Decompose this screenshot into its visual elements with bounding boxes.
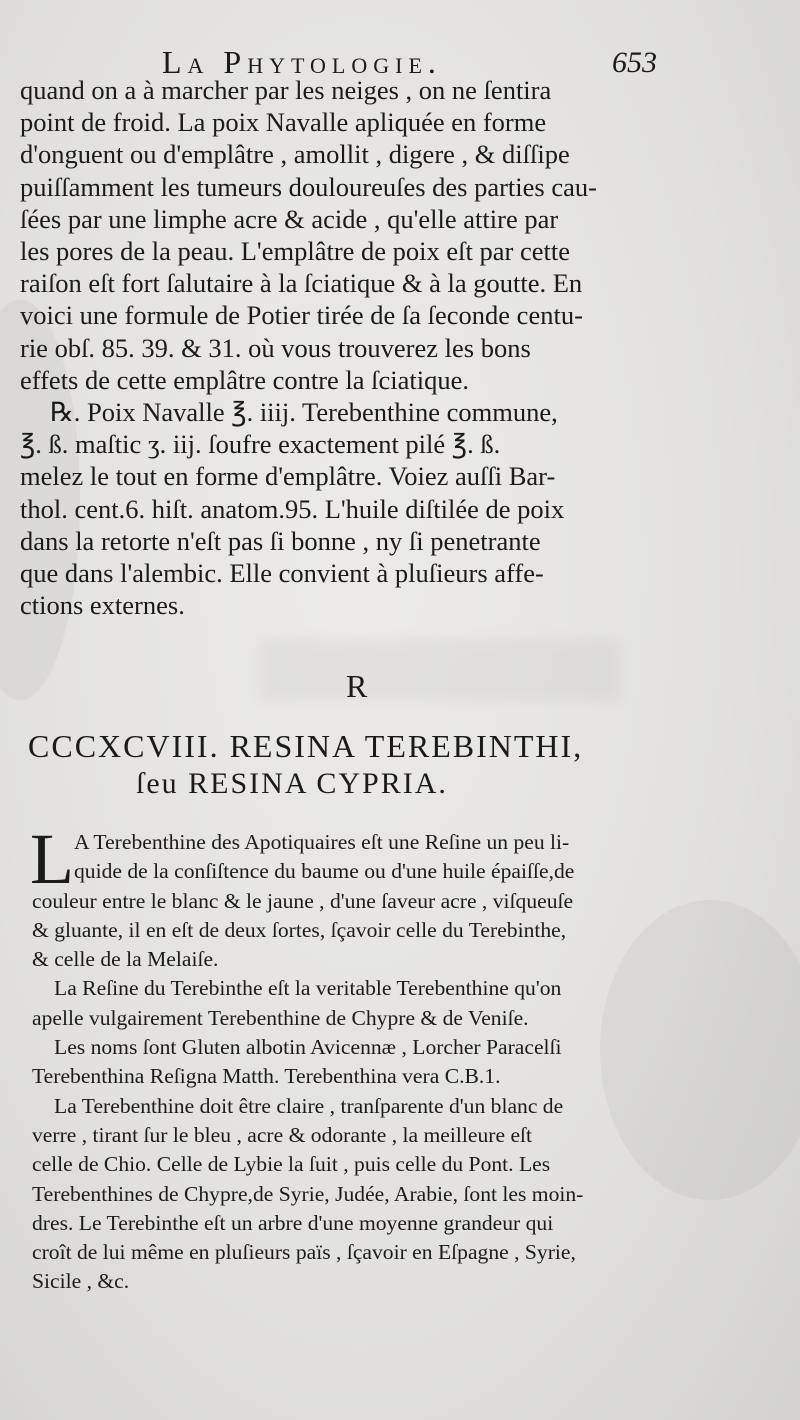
entry-title: CCCXCVIII. RESINA TEREBINTHI, <box>28 728 584 764</box>
show-through-bleed <box>260 640 620 700</box>
text-line: ℥. ß. maſtic ʒ. iij. ſoufre exactement pilé ℥. ß. <box>20 429 501 460</box>
text-line: Les noms ſont Gluten albotin Avicennæ , Lorcher Paracelſi <box>54 1035 562 1060</box>
text-line: ctions externes. <box>20 590 185 621</box>
text-line: melez le tout en forme d'emplâtre. Voiez auſſi Bar- <box>20 461 556 492</box>
text-line: Sicile , &c. <box>32 1269 130 1294</box>
text-line: voici une formule de Potier tirée de ſa ſeconde centu- <box>20 300 583 331</box>
entry-subtitle: ſeu RESINA CYPRIA. <box>136 767 448 800</box>
entry-heading <box>28 728 768 801</box>
text-line: dans la retorte n'eſt pas ſi bonne , ny ſi penetrante <box>20 525 541 556</box>
text-line: croît de lui même en pluſieurs païs , ſçavoir en Eſpagne , Syrie, <box>32 1240 576 1265</box>
text-line: Terebenthina Reſigna Matth. Terebenthina vera C.B.1. <box>32 1064 501 1089</box>
text-line: La Reſine du Terebinthe eſt la veritable Terebenthine qu'on <box>54 976 562 1001</box>
text-line: les pores de la peau. L'emplâtre de poix eſt par cette <box>20 236 570 267</box>
body-text <box>20 74 668 621</box>
text-line: Terebenthines de Chypre,de Syrie, Judée, Arabie, ſont les moin- <box>32 1181 584 1206</box>
text-line: celle de Chio. Celle de Lybie la ſuit , puis celle du Pont. Les <box>32 1152 551 1177</box>
text-line: & celle de la Melaiſe. <box>32 947 219 972</box>
text-line: thol. cent.6. hiſt. anatom.95. L'huile diſtilée de poix <box>20 493 565 524</box>
text-line: verre , tirant ſur le bleu , acre & odorante , la meilleure eſt <box>32 1122 533 1147</box>
recipe-line: ℞. Poix Navalle ℥. iiij. Terebenthine commune, <box>50 397 558 428</box>
text-line: quand on a à marcher par les neiges , on ne ſentira <box>20 75 552 105</box>
text-line: dres. Le Terebinthe eſt un arbre d'une moyenne grandeur qui <box>32 1210 554 1235</box>
section-letter: R <box>346 668 368 704</box>
text-line: d'onguent ou d'emplâtre , amollit , digere , & diſſipe <box>20 139 570 170</box>
text-line: ſées par une limphe acre & acide , qu'elle attire par <box>20 203 559 234</box>
text-line: A Terebenthine des Apotiquaires eſt une Reſine un peu li- <box>74 830 570 854</box>
text-line: La Terebenthine doit être claire , tranſparente d'un blanc de <box>54 1093 564 1118</box>
text-line: puiſſamment les tumeurs douloureuſes des parties cau- <box>20 171 597 202</box>
entry-text <box>30 819 680 1297</box>
text-line: rie obſ. 85. 39. & 31. où vous trouverez les bons <box>20 332 531 363</box>
text-line: que dans l'alembic. Elle convient à pluſieurs affe- <box>20 558 544 589</box>
page-number: 653 <box>612 46 657 79</box>
running-title: La Phytologie. <box>162 44 442 80</box>
text-line: & gluante, il en eſt de deux ſortes, ſçavoir celle du Terebinthe, <box>32 917 567 942</box>
drop-cap: L <box>30 819 74 899</box>
text-line: raiſon eſt fort ſalutaire à la ſciatique & à la goutte. En <box>20 268 583 299</box>
text-line: effets de cette emplâtre contre la ſciatique. <box>20 364 470 395</box>
text-line: point de froid. La poix Navalle apliquée en forme <box>20 107 547 138</box>
text-line: apelle vulgairement Terebenthine de Chypre & de Veniſe. <box>32 1005 529 1030</box>
text-line: couleur entre le blanc & le jaune , d'une ſaveur acre , viſqueuſe <box>32 888 574 913</box>
text-line: quide de la conſiſtence du baume ou d'une huile épaiſſe,de <box>74 859 575 884</box>
